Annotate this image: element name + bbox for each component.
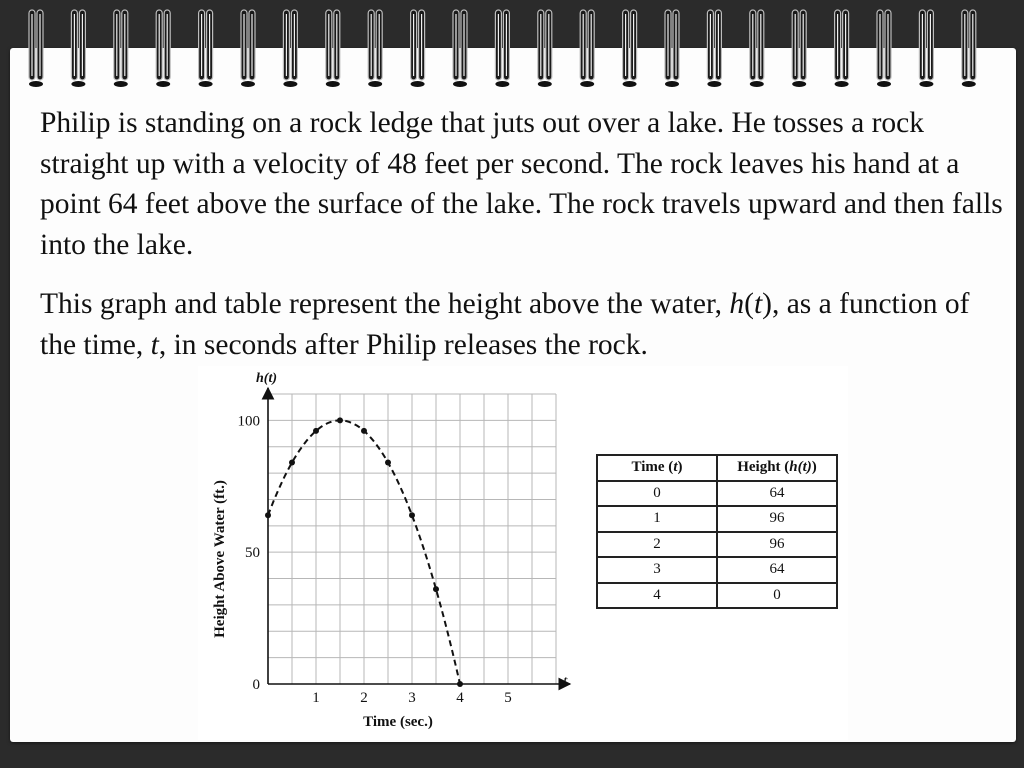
chart-tick-labels bbox=[238, 413, 512, 706]
y-tick-label: 50 bbox=[245, 545, 260, 562]
spiral-ring bbox=[241, 10, 255, 87]
text-middle: ), as a function of the time, bbox=[40, 288, 970, 361]
spiral-ring bbox=[156, 10, 170, 87]
spiral-ring bbox=[750, 10, 764, 87]
table-row bbox=[597, 481, 837, 507]
spiral-ring bbox=[114, 10, 128, 87]
time-cell: 0 bbox=[597, 481, 717, 507]
height-cell: 96 bbox=[717, 532, 837, 558]
spiral-ring bbox=[835, 10, 849, 87]
table-row bbox=[597, 583, 837, 609]
problem-paragraph: Philip is standing on a rock ledge that juts out over a lake. He tosses a rock straight up with a velocity of 48 feet per second. The rock leaves his hand at a point 64 feet above the surface of the lake. The rock travels upward and then falls into the lake. bbox=[40, 107, 1003, 261]
table-row bbox=[597, 532, 837, 558]
header-time: Time (t) bbox=[597, 455, 717, 481]
y-axis-label: Height Above Water (ft.) bbox=[212, 480, 228, 638]
time-cell: 2 bbox=[597, 532, 717, 558]
time-cell: 1 bbox=[597, 506, 717, 532]
figure-panel bbox=[198, 366, 848, 740]
table-header-row bbox=[597, 455, 837, 481]
y-tick-label: 100 bbox=[237, 413, 260, 430]
spiral-ring bbox=[792, 10, 806, 87]
height-cell: 96 bbox=[717, 506, 837, 532]
data-point bbox=[361, 428, 367, 434]
spiral-ring bbox=[623, 10, 637, 87]
spiral-ring bbox=[665, 10, 679, 87]
height-cell: 64 bbox=[717, 557, 837, 583]
y-tick-label: 0 bbox=[252, 677, 260, 693]
spiral-ring bbox=[495, 10, 509, 87]
table-row bbox=[597, 506, 837, 532]
data-point bbox=[409, 512, 415, 518]
function-h: h bbox=[729, 288, 745, 320]
spiral-ring bbox=[368, 10, 382, 87]
spiral-ring bbox=[538, 10, 552, 87]
height-cell: 64 bbox=[717, 481, 837, 507]
variable-t: t bbox=[753, 288, 763, 320]
height-chart bbox=[198, 366, 578, 740]
header-height: Height (h(t)) bbox=[717, 455, 837, 481]
variable-t-second: t bbox=[150, 328, 159, 361]
spiral-ring bbox=[962, 10, 976, 87]
spiral-ring bbox=[453, 10, 467, 87]
x-tick-label: 1 bbox=[312, 690, 320, 706]
x-tick-label: 5 bbox=[504, 690, 512, 706]
data-point bbox=[337, 417, 343, 423]
time-cell: 3 bbox=[597, 557, 717, 583]
data-point bbox=[289, 460, 295, 466]
table-row bbox=[597, 557, 837, 583]
spiral-binding bbox=[0, 0, 1024, 100]
height-table bbox=[596, 454, 838, 609]
spiral-ring bbox=[877, 10, 891, 87]
text-after: , in seconds after Philip releases the rock. bbox=[158, 328, 648, 361]
table-body bbox=[597, 481, 837, 609]
text-before-h: This graph and table represent the height above the water, bbox=[40, 288, 730, 320]
spiral-ring bbox=[919, 10, 933, 87]
data-point bbox=[313, 428, 319, 434]
x-tick-label: 3 bbox=[408, 690, 416, 706]
spiral-ring bbox=[283, 10, 297, 87]
time-cell: 4 bbox=[597, 583, 717, 609]
x-axis-symbol: t bbox=[563, 673, 568, 690]
data-point bbox=[265, 512, 271, 518]
data-point bbox=[457, 681, 463, 687]
spiral-ring bbox=[580, 10, 594, 87]
spiral-ring bbox=[199, 10, 213, 87]
height-cell: 0 bbox=[717, 583, 837, 609]
x-tick-label: 4 bbox=[456, 690, 464, 706]
description-paragraph bbox=[40, 284, 1005, 365]
data-point bbox=[385, 460, 391, 466]
data-point bbox=[433, 586, 439, 592]
chart-grid bbox=[268, 394, 556, 684]
spiral-ring bbox=[707, 10, 721, 87]
open-paren: ( bbox=[744, 288, 754, 320]
x-tick-label: 2 bbox=[360, 690, 368, 706]
spiral-ring bbox=[29, 10, 43, 87]
spiral-ring bbox=[71, 10, 85, 87]
spiral-ring bbox=[411, 10, 425, 87]
x-axis-label: Time (sec.) bbox=[363, 714, 433, 730]
spiral-ring bbox=[326, 10, 340, 87]
y-axis-symbol: h(t) bbox=[256, 371, 277, 386]
